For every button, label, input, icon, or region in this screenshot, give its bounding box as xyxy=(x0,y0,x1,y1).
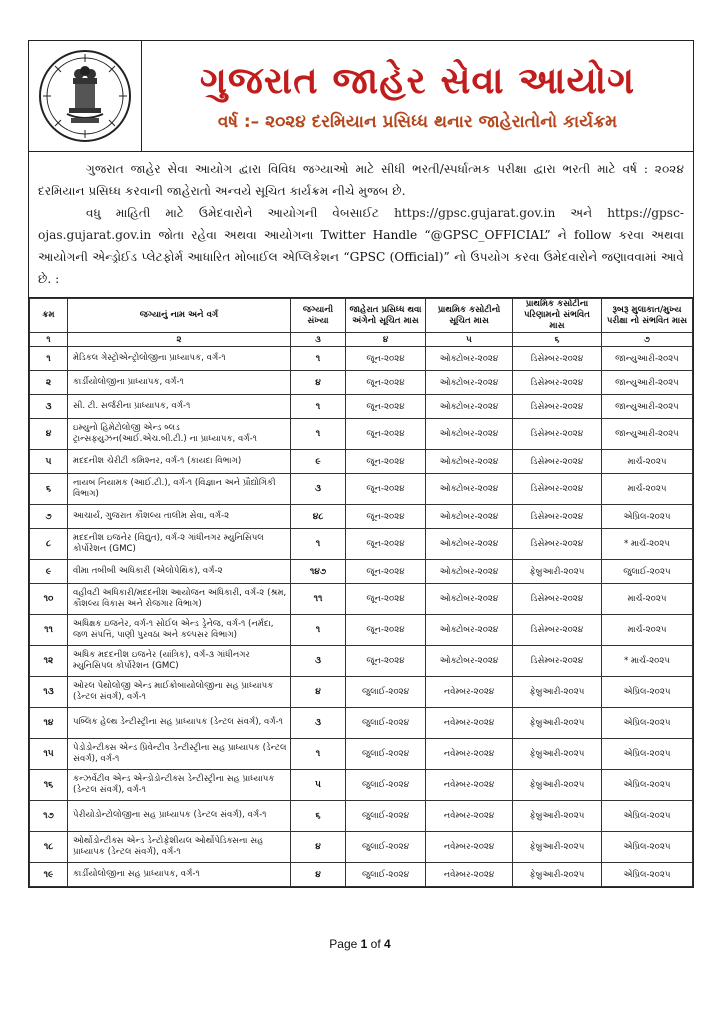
cell-prelim-month: ઓક્ટોબર-૨૦૨૪ xyxy=(426,395,513,419)
cell-prelim-month: નવેમ્બર-૨૦૨૪ xyxy=(426,770,513,801)
website-link-1[interactable]: https://gpsc.gujarat.gov.in xyxy=(394,206,556,220)
cell-prelim-month: ઓક્ટોબર-૨૦૨૪ xyxy=(426,347,513,371)
cell-advertisement-month: જૂન-૨૦૨૪ xyxy=(346,584,426,615)
cell-prelim-month: ઓક્ટોબર-૨૦૨૪ xyxy=(426,529,513,560)
cell-post-name: કાર્ડીયોલોજીના સહ પ્રાધ્યાપક, વર્ગ-૧ xyxy=(68,863,291,887)
cell-post-name: વહીવટી અધિકારી/મદદનીશ આયોજન અધિકારી, વર્ગ-૨ (શ્રમ, કૌશલ્ય વિકાસ અને રોજગાર વિભાગ) xyxy=(68,584,291,615)
cell-interview-month: એપ્રિલ-૨૦૨૫ xyxy=(602,863,693,887)
header-serial: ક્રમ xyxy=(30,299,68,333)
cell-post-count: ૪ xyxy=(291,677,346,708)
column-number: ૨ xyxy=(68,333,291,347)
header-interview-month: રૂબરૂ મુલાકાત/મુખ્ય પરીક્ષા નો સંભવિત માસ xyxy=(602,299,693,333)
cell-post-name: અધિક મદદનીશ ઇજનેર (યાંત્રિક), વર્ગ-૩ ગાંધીનગર મ્યુનિસિપલ કોર્પોરેશન (GMC) xyxy=(68,646,291,677)
cell-result-month: ફેબ્રુઆરી-૨૦૨૫ xyxy=(513,677,602,708)
cell-advertisement-month: જૂન-૨૦૨૪ xyxy=(346,560,426,584)
cell-prelim-month: ઓક્ટોબર-૨૦૨૪ xyxy=(426,450,513,474)
cell-result-month: ડિસેમ્બર-૨૦૨૪ xyxy=(513,505,602,529)
cell-post-count: ૧૪૭ xyxy=(291,560,346,584)
table-row xyxy=(30,371,693,395)
cell-advertisement-month: જુલાઈ-૨૦૨૪ xyxy=(346,863,426,887)
cell-prelim-month: ઓક્ટોબર-૨૦૨૪ xyxy=(426,615,513,646)
cell-prelim-month: ઓક્ટોબર-૨૦૨૪ xyxy=(426,474,513,505)
cell-advertisement-month: જુલાઈ-૨૦૨૪ xyxy=(346,708,426,739)
cell-advertisement-month: જુલાઈ-૨૦૨૪ xyxy=(346,739,426,770)
column-number: ૫ xyxy=(426,333,513,347)
intro-text-1: ગુજરાત જાહેર સેવા આયોગ દ્વારા વિવિધ જગ્યાઓ માટે સીધી ભરતી/સ્પર્ધાત્મક પરીક્ષા દ્વારા ભરતી માટે વર્ષ : ૨૦૨૪ દરમિયાન પ્રસિધ્ધ કરવાની જાહેરાતો અન્વયે સૂચિત કાર્યક્રમ નીચે મુજબ છે. xyxy=(38,162,684,198)
cell-advertisement-month: જુલાઈ-૨૦૨૪ xyxy=(346,770,426,801)
table-row xyxy=(30,419,693,450)
cell-interview-month: એપ્રિલ-૨૦૨૫ xyxy=(602,801,693,832)
intro-paragraph-1 xyxy=(38,158,684,202)
cell-post-name: આચાર્ય, ગુજરાત કૌશલ્ય તાલીમ સેવા, વર્ગ-૨ xyxy=(68,505,291,529)
cell-serial: ૧૨ xyxy=(30,646,68,677)
document-subtitle: વર્ષ :– ૨૦૨૪ દરમિયાન પ્રસિધ્ધ થનાર જાહેરાતોનો કાર્યક્રમ xyxy=(217,112,618,133)
cell-prelim-month: નવેમ્બર-૨૦૨૪ xyxy=(426,677,513,708)
cell-result-month: ફેબ્રુઆરી-૨૦૨૫ xyxy=(513,708,602,739)
cell-advertisement-month: જૂન-૨૦૨૪ xyxy=(346,474,426,505)
cell-serial: ૧૭ xyxy=(30,801,68,832)
table-row xyxy=(30,646,693,677)
cell-post-count: ૧ xyxy=(291,615,346,646)
cell-result-month: ફેબ્રુઆરી-૨૦૨૫ xyxy=(513,770,602,801)
logo-cell xyxy=(29,41,142,151)
cell-serial: ૧૬ xyxy=(30,770,68,801)
cell-post-count: ૬ xyxy=(291,801,346,832)
table-row xyxy=(30,677,693,708)
cell-prelim-month: ઓક્ટોબર-૨૦૨૪ xyxy=(426,371,513,395)
table-row xyxy=(30,505,693,529)
page-current: 1 xyxy=(360,937,368,951)
column-number-row xyxy=(30,333,693,347)
cell-interview-month: માર્ચ-૨૦૨૫ xyxy=(602,450,693,474)
cell-advertisement-month: જૂન-૨૦૨૪ xyxy=(346,505,426,529)
cell-post-count: ૪ xyxy=(291,371,346,395)
cell-post-count: ૧ xyxy=(291,529,346,560)
cell-result-month: ફેબ્રુઆરી-૨૦૨૫ xyxy=(513,863,602,887)
cell-post-name: ઇમ્યુનો હિમેટોલોજી એન્ડ બ્લડ ટ્રાન્સફ્યુઝન(આઈ.એચ.બી.ટી.) ના પ્રાધ્યાપક, વર્ગ-૧ xyxy=(68,419,291,450)
column-number: ૩ xyxy=(291,333,346,347)
cell-result-month: ડિસેમ્બર-૨૦૨૪ xyxy=(513,615,602,646)
cell-post-count: ૫ xyxy=(291,770,346,801)
cell-advertisement-month: જૂન-૨૦૨૪ xyxy=(346,419,426,450)
cell-serial: ૧૦ xyxy=(30,584,68,615)
header-advertisement-month: જાહેરાત પ્રસિધ્ધ થવા અંગેનો સૂચિત માસ xyxy=(346,299,426,333)
schedule-table xyxy=(29,298,693,887)
cell-advertisement-month: જૂન-૨૦૨૪ xyxy=(346,646,426,677)
cell-result-month: ડિસેમ્બર-૨૦૨૪ xyxy=(513,529,602,560)
cell-result-month: ડિસેમ્બર-૨૦૨૪ xyxy=(513,347,602,371)
cell-prelim-month: નવેમ્બર-૨૦૨૪ xyxy=(426,739,513,770)
organization-title: ગુજરાત જાહેર સેવા આયોગ xyxy=(199,57,636,102)
table-row xyxy=(30,770,693,801)
cell-post-name: મદદનીશ ચેરીટી કમિશ્નર, વર્ગ-૧ (કાયદા વિભાગ) xyxy=(68,450,291,474)
cell-interview-month: જુલાઈ-૨૦૨૫ xyxy=(602,560,693,584)
header-post-name: જગ્યાનું નામ અને વર્ગ xyxy=(68,299,291,333)
cell-interview-month: માર્ચ-૨૦૨૫ xyxy=(602,474,693,505)
column-number: ૭ xyxy=(602,333,693,347)
cell-advertisement-month: જૂન-૨૦૨૪ xyxy=(346,615,426,646)
table-row xyxy=(30,801,693,832)
cell-prelim-month: નવેમ્બર-૨૦૨૪ xyxy=(426,863,513,887)
cell-result-month: ફેબ્રુઆરી-૨૦૨૫ xyxy=(513,739,602,770)
cell-interview-month: એપ્રિલ-૨૦૨૫ xyxy=(602,770,693,801)
page-of: of xyxy=(367,937,385,951)
cell-post-name: પબ્લિક હેલ્થ ડેન્ટીસ્ટ્રીના સહ પ્રાધ્યાપક (ડેન્ટલ સંવર્ગ), વર્ગ-૧ xyxy=(68,708,291,739)
cell-serial: ૪ xyxy=(30,419,68,450)
cell-result-month: ડિસેમ્બર-૨૦૨૪ xyxy=(513,584,602,615)
column-number: ૪ xyxy=(346,333,426,347)
cell-advertisement-month: જુલાઈ-૨૦૨૪ xyxy=(346,801,426,832)
cell-post-name: પેડોડોન્ટીક્સ એન્ડ પ્રિવેન્ટીવ ડેન્ટીસ્ટ્રીના સહ પ્રાધ્યાપક (ડેન્ટલ સંવર્ગ), વર્ગ-૧ xyxy=(68,739,291,770)
cell-serial: ૫ xyxy=(30,450,68,474)
cell-result-month: ડિસેમ્બર-૨૦૨૪ xyxy=(513,395,602,419)
cell-advertisement-month: જૂન-૨૦૨૪ xyxy=(346,371,426,395)
cell-post-name: મેડિકલ ગેસ્ટ્રોએન્ટ્રોલોજીના પ્રાધ્યાપક, વર્ગ-૧ xyxy=(68,347,291,371)
table-row xyxy=(30,529,693,560)
cell-interview-month: માર્ચ-૨૦૨૫ xyxy=(602,615,693,646)
cell-serial: ૧૧ xyxy=(30,615,68,646)
cell-interview-month: જાન્યુઆરી-૨૦૨૫ xyxy=(602,347,693,371)
page-prefix: Page xyxy=(329,937,361,951)
cell-post-count: ૧ xyxy=(291,419,346,450)
cell-post-name: પેરીયોડોન્ટોલોજીના સહ પ્રાધ્યાપક (ડેન્ટલ સંવર્ગ), વર્ગ-૧ xyxy=(68,801,291,832)
column-number: ૬ xyxy=(513,333,602,347)
cell-prelim-month: ઓક્ટોબર-૨૦૨૪ xyxy=(426,419,513,450)
cell-serial: ૯ xyxy=(30,560,68,584)
cell-post-name: સી. ટી. સર્જરીના પ્રાધ્યાપક, વર્ગ-૧ xyxy=(68,395,291,419)
cell-prelim-month: ઓક્ટોબર-૨૦૨૪ xyxy=(426,646,513,677)
cell-serial: ૨ xyxy=(30,371,68,395)
cell-prelim-month: નવેમ્બર-૨૦૨૪ xyxy=(426,832,513,863)
cell-interview-month: * માર્ચ-૨૦૨૫ xyxy=(602,529,693,560)
table-row xyxy=(30,560,693,584)
table-row xyxy=(30,863,693,887)
cell-post-count: ૧૧ xyxy=(291,584,346,615)
cell-post-count: ૩ xyxy=(291,646,346,677)
cell-prelim-month: ઓક્ટોબર-૨૦૨૪ xyxy=(426,560,513,584)
table-row xyxy=(30,615,693,646)
cell-advertisement-month: જૂન-૨૦૨૪ xyxy=(346,347,426,371)
table-row xyxy=(30,708,693,739)
intro-paragraph-2 xyxy=(38,202,684,290)
intro-text-2a: વધુ માહિતી માટે ઉમેદવારોને આયોગની વેબસાઈટ xyxy=(86,206,380,220)
cell-interview-month: એપ્રિલ-૨૦૨૫ xyxy=(602,505,693,529)
cell-advertisement-month: જૂન-૨૦૨૪ xyxy=(346,529,426,560)
column-number: ૧ xyxy=(30,333,68,347)
cell-interview-month: જાન્યુઆરી-૨૦૨૫ xyxy=(602,395,693,419)
cell-serial: ૧૪ xyxy=(30,708,68,739)
cell-result-month: ડિસેમ્બર-૨૦૨૪ xyxy=(513,371,602,395)
cell-result-month: ડિસેમ્બર-૨૦૨૪ xyxy=(513,450,602,474)
cell-prelim-month: નવેમ્બર-૨૦૨૪ xyxy=(426,708,513,739)
cell-post-name: કન્ઝર્વેટીવ એન્ડ એન્ડોડોન્ટીક્સ ડેન્ટીસ્ટ્રીના સહ પ્રાધ્યાપક (ડેન્ટલ સંવર્ગ), વર્ગ-૧ xyxy=(68,770,291,801)
cell-prelim-month: ઓક્ટોબર-૨૦૨૪ xyxy=(426,584,513,615)
cell-post-count: ૧ xyxy=(291,347,346,371)
table-row xyxy=(30,584,693,615)
header-result-month: પ્રાથમિક કસોટીના પરિણામનો સંભવિત માસ xyxy=(513,299,602,333)
table-row xyxy=(30,739,693,770)
table-header-row xyxy=(30,299,693,333)
table-row xyxy=(30,832,693,863)
cell-interview-month: એપ્રિલ-૨૦૨૫ xyxy=(602,677,693,708)
cell-result-month: ફેબ્રુઆરી-૨૦૨૫ xyxy=(513,560,602,584)
cell-interview-month: * માર્ચ-૨૦૨૫ xyxy=(602,646,693,677)
cell-post-count: ૧ xyxy=(291,739,346,770)
cell-result-month: ડિસેમ્બર-૨૦૨૪ xyxy=(513,419,602,450)
cell-advertisement-month: જુલાઈ-૨૦૨૪ xyxy=(346,832,426,863)
cell-post-name: અધિક્ષક ઇજનેર, વર્ગ-૧ સોઈલ એન્ડ ડ્રેનેજ, વર્ગ-૧ (નર્મદા, જળ સંપત્તિ, પાણી પુરવઠા અને કલ્પસર વિભાગ) xyxy=(68,615,291,646)
cell-serial: ૧૩ xyxy=(30,677,68,708)
cell-serial: ૧૮ xyxy=(30,832,68,863)
cell-post-count: ૪૮ xyxy=(291,505,346,529)
website-link-2[interactable]: https://gpsc-ojas.gujarat.gov.in xyxy=(38,206,685,242)
cell-post-count: ૪ xyxy=(291,832,346,863)
page-footer xyxy=(0,937,720,951)
table-row xyxy=(30,395,693,419)
document-frame xyxy=(28,40,694,888)
title-cell xyxy=(142,41,693,151)
intro-section xyxy=(29,152,693,298)
header xyxy=(29,41,693,152)
cell-serial: ૬ xyxy=(30,474,68,505)
cell-serial: ૮ xyxy=(30,529,68,560)
table-row xyxy=(30,474,693,505)
cell-post-count: ૩ xyxy=(291,708,346,739)
table-row xyxy=(30,347,693,371)
cell-post-count: ૯ xyxy=(291,450,346,474)
cell-interview-month: એપ્રિલ-૨૦૨૫ xyxy=(602,739,693,770)
cell-advertisement-month: જુલાઈ-૨૦૨૪ xyxy=(346,677,426,708)
table-body xyxy=(30,347,693,887)
cell-prelim-month: ઓક્ટોબર-૨૦૨૪ xyxy=(426,505,513,529)
cell-post-count: ૪ xyxy=(291,863,346,887)
header-prelim-month: પ્રાથમિક કસોટીનો સૂચિત માસ xyxy=(426,299,513,333)
cell-prelim-month: નવેમ્બર-૨૦૨૪ xyxy=(426,801,513,832)
cell-serial: ૩ xyxy=(30,395,68,419)
cell-advertisement-month: જૂન-૨૦૨૪ xyxy=(346,450,426,474)
page-total: 4 xyxy=(384,937,391,951)
cell-advertisement-month: જૂન-૨૦૨૪ xyxy=(346,395,426,419)
cell-interview-month: જાન્યુઆરી-૨૦૨૫ xyxy=(602,419,693,450)
cell-post-name: ઓર્થોડોન્ટીક્સ એન્ડ ડેન્ટોફેશીયલ ઓર્થોપેડિક્સના સહ પ્રાધ્યાપક (ડેન્ટલ સંવર્ગ), વર્ગ-૧ xyxy=(68,832,291,863)
cell-result-month: ફેબ્રુઆરી-૨૦૨૫ xyxy=(513,801,602,832)
cell-post-count: ૩ xyxy=(291,474,346,505)
cell-post-name: વીમા તબીબી અધિકારી (એલોપેથિક), વર્ગ-૨ xyxy=(68,560,291,584)
cell-result-month: ડિસેમ્બર-૨૦૨૪ xyxy=(513,474,602,505)
cell-interview-month: એપ્રિલ-૨૦૨૫ xyxy=(602,708,693,739)
cell-post-name: ઓરલ પેથોલોજી એન્ડ માઈક્રોબાયોલોજીના સહ પ્રાધ્યાપક (ડેન્ટલ સંવર્ગ), વર્ગ-૧ xyxy=(68,677,291,708)
cell-serial: ૧૯ xyxy=(30,863,68,887)
cell-post-name: નાયબ નિયામક (આઈ.ટી.), વર્ગ-૧ (વિજ્ઞાન અને પ્રૌદ્યોગિકી વિભાગ) xyxy=(68,474,291,505)
header-post-count: જગ્યાની સંખ્યા xyxy=(291,299,346,333)
intro-text-2c: જોતા રહેવા અથવા આયોગના Twitter Handle “@GPSC_OFFICIAL” ને follow કરવા અથવા આયોગની એન્ડ્રોઈડ પ્લેટફોર્મ આધારિત મોબાઈલ એપ્લિકેશન “GPSC (Official)” નો ઉપયોગ કરવા ઉમેદવારોને જણાવવામાં આવે છે. : xyxy=(38,228,684,286)
cell-post-name: મદદનીશ ઇજનેર (વિદ્યુત), વર્ગ-૨ ગાંધીનગર મ્યુનિસિપલ કોર્પોરેશન (GMC) xyxy=(68,529,291,560)
emblem-logo xyxy=(37,48,133,144)
intro-text-2b: અને xyxy=(570,206,593,220)
cell-interview-month: જાન્યુઆરી-૨૦૨૫ xyxy=(602,371,693,395)
cell-interview-month: માર્ચ-૨૦૨૫ xyxy=(602,584,693,615)
cell-post-count: ૧ xyxy=(291,395,346,419)
cell-serial: ૭ xyxy=(30,505,68,529)
cell-post-name: કાર્ડીયોલોજીના પ્રાધ્યાપક, વર્ગ-૧ xyxy=(68,371,291,395)
cell-interview-month: એપ્રિલ-૨૦૨૫ xyxy=(602,832,693,863)
table-row xyxy=(30,450,693,474)
cell-result-month: ડિસેમ્બર-૨૦૨૪ xyxy=(513,646,602,677)
cell-serial: ૧ xyxy=(30,347,68,371)
cell-serial: ૧૫ xyxy=(30,739,68,770)
cell-result-month: ફેબ્રુઆરી-૨૦૨૫ xyxy=(513,832,602,863)
